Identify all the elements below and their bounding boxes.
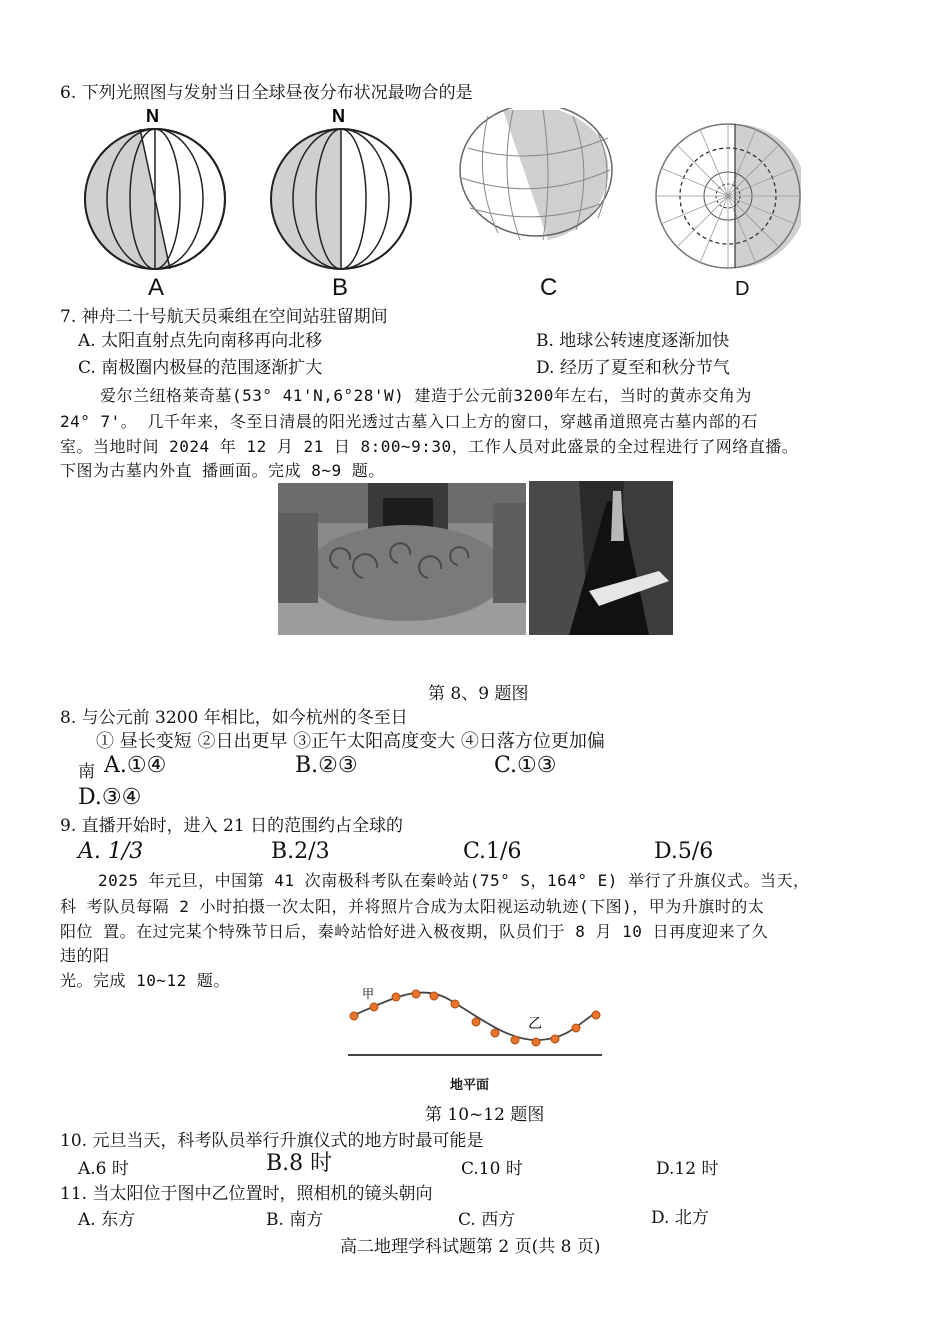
- fig1012-caption: 第 10~12 题图: [425, 1105, 545, 1125]
- q9-option-c: C.1/6: [463, 839, 522, 864]
- q9-option-d: D.5/6: [654, 839, 714, 864]
- q10-option-c: C.10 时: [461, 1159, 523, 1179]
- q6-stem: 6. 下列光照图与发射当日全球昼夜分布状况最吻合的是: [60, 83, 473, 103]
- q8-option-d: D.③④: [78, 785, 142, 810]
- globe-c-label: C: [540, 274, 558, 301]
- q9-option-a: A. 1/3: [78, 839, 144, 864]
- q11-option-a: A. 东方: [78, 1210, 136, 1230]
- north-mark-b: N: [332, 106, 345, 126]
- globe-d-figure: [655, 122, 801, 272]
- q7-option-a: A. 太阳直射点先向南移再向北移: [78, 331, 323, 351]
- q10-option-a: A.6 时: [78, 1159, 129, 1179]
- passage1-line3: 室。当地时间 2024 年 12 月 21 日 8:00~9:30，工作人员对此盛景的全过程进行了网络直播。: [60, 437, 799, 456]
- q7-option-c: C. 南极圈内极昼的范围逐渐扩大: [78, 358, 323, 378]
- q8-option-a: A.①④: [104, 753, 167, 778]
- q9-stem: 9. 直播开始时，进入 21 日的范围约占全球的: [60, 816, 404, 836]
- globe-d-label: D: [735, 278, 750, 300]
- globe-b-label: B: [332, 274, 349, 301]
- page-footer: 高二地理学科试题第 2 页(共 8 页): [340, 1237, 601, 1257]
- horizon-label: 地平面: [450, 1077, 490, 1092]
- mark-yi: 乙: [528, 1015, 542, 1031]
- globe-c-figure: [458, 108, 618, 243]
- q11-option-b: B. 南方: [266, 1210, 324, 1230]
- passage2-line4: 违的阳: [60, 946, 110, 965]
- mark-jia: 甲: [362, 987, 375, 1001]
- q10-stem: 10. 元旦当天，科考队员举行升旗仪式的地方时最可能是: [60, 1131, 484, 1151]
- q10-option-d: D.12 时: [656, 1159, 719, 1179]
- globe-b-figure: [266, 104, 416, 274]
- passage2-line5: 光。完成 10~12 题。: [60, 971, 230, 990]
- passage1-line4: 下图为古墓内外直 播画面。完成 8~9 题。: [60, 461, 385, 480]
- q11-stem: 11. 当太阳位于图中乙位置时，照相机的镜头朝向: [60, 1184, 433, 1204]
- tomb-exterior-photo: [278, 483, 526, 635]
- q8-option-c: C.①③: [494, 753, 557, 778]
- q8-items: ① 昼长变短 ②日出更早 ③正午太阳高度变大 ④日落方位更加偏: [96, 731, 605, 752]
- q8-stem: 8. 与公元前 3200 年相比，如今杭州的冬至日: [60, 708, 408, 728]
- passage2-line1: 2025 年元旦，中国第 41 次南极科考队在秦岭站(75° S，164° E) 举行了升旗仪式。当天，: [98, 871, 810, 890]
- passage1-line1: 爱尔兰纽格莱奇墓(53° 41'N,6°28'W) 建造于公元前3200年左右，当时的黄赤交角为: [100, 386, 752, 405]
- q7-option-b: B. 地球公转速度逐渐加快: [536, 331, 730, 351]
- passage2-line2: 科 考队员每隔 2 小时拍摄一次太阳，并将照片合成为太阳视运动轨迹(下图)，甲为升旗时的太: [60, 897, 765, 916]
- passage1-line2: 24° 7'。 几千年来，冬至日清晨的阳光透过古墓入口上方的窗口，穿越甬道照亮古墓内部的石: [60, 412, 758, 431]
- q10-option-b: B.8 时: [266, 1151, 333, 1176]
- q11-option-d: D. 北方: [651, 1208, 709, 1228]
- q9-option-b: B.2/3: [271, 839, 330, 864]
- globe-a-figure: [80, 104, 230, 274]
- q11-option-c: C. 西方: [458, 1210, 516, 1230]
- tomb-interior-photo: [529, 481, 673, 635]
- q7-option-d: D. 经历了夏至和秋分节气: [536, 358, 730, 378]
- passage2-line3: 阳位 置。在过完某个特殊节日后，秦岭站恰好进入极夜期，队员们于 8 月 10 日再度迎来了久: [60, 922, 769, 941]
- q8-option-b: B.②③: [295, 753, 358, 778]
- fig89-caption: 第 8、9 题图: [428, 684, 529, 704]
- q7-stem: 7. 神舟二十号航天员乘组在空间站驻留期间: [60, 307, 388, 327]
- north-mark-a: N: [146, 106, 159, 126]
- q8-items-cont: 南: [78, 762, 95, 782]
- globe-a-label: A: [148, 274, 165, 301]
